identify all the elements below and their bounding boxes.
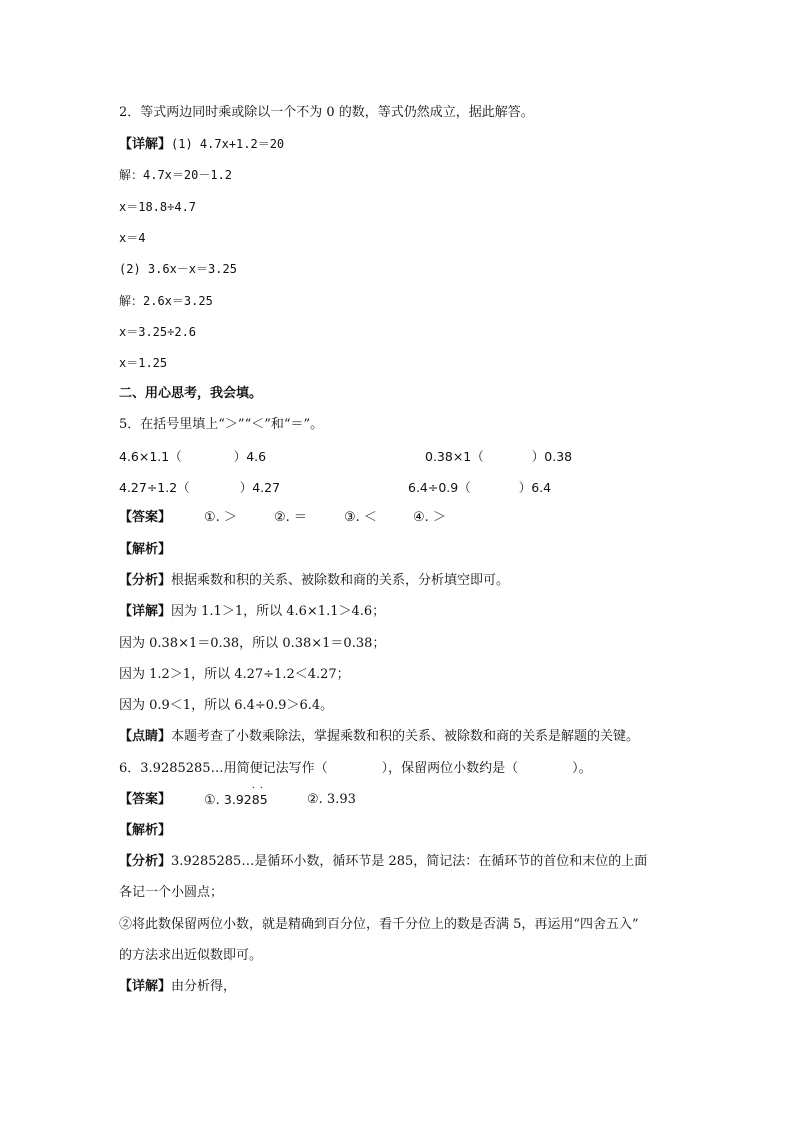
text-line: x＝1.25 (119, 356, 168, 370)
equation: (1) 4.7x+1.2＝20 (171, 137, 285, 151)
digit: 8 (251, 792, 260, 807)
blank-expression: ）4.27 (239, 480, 281, 495)
recurring-dot-icon: · (259, 783, 263, 794)
blank-expression: ）4.6 (233, 449, 267, 464)
key-point-tag: 【点睛】 (119, 729, 172, 744)
detail-tag: 【详解】 (119, 979, 172, 994)
text-line: (2) 3.6x－x＝3.25 (119, 262, 237, 276)
analysis-text: 根据乘数和积的关系、被除数和商的关系，分析填空即可。 (171, 573, 510, 588)
text-line: ②将此数保留两位小数，就是精确到百分位，看千分位上的数是否满 5，再运用“四舍五入” (119, 917, 639, 932)
question-text: ），保留两位小数约是（ (381, 761, 519, 776)
question-row (119, 479, 552, 497)
text-line: 因为 0.9＜1，所以 6.4÷0.9＞6.4。 (119, 698, 334, 713)
answer-label: ①. (204, 793, 224, 808)
answer-row (119, 509, 446, 527)
recurring-dot-icon: · (251, 783, 255, 794)
text-line: 解：2.6x＝3.25 (119, 294, 213, 308)
answer-2: ②. 3.93 (307, 792, 356, 807)
blank-expression: 6.4÷0.9（ (408, 480, 471, 495)
answer-1 (204, 783, 268, 810)
text-line: 因为 1.2＞1，所以 4.27÷1.2＜4.27； (119, 667, 350, 682)
text-line: 解：4.7x＝20－1.2 (119, 168, 233, 182)
analysis-heading: 【解析】 (119, 823, 172, 838)
blank-expression: 4.27÷1.2（ (119, 480, 190, 495)
detail-text: 由分析得， (171, 979, 237, 994)
question-text: 6．3.9285285…用简便记法写作（ (119, 761, 328, 776)
answer-4: ④. ＞ (413, 510, 446, 525)
text-line: 因为 0.38×1＝0.38，所以 0.38×1＝0.38； (119, 636, 386, 651)
blank-expression: 4.6×1.1（ (119, 449, 182, 464)
answer-3: ③. ＜ (344, 510, 377, 525)
text-line: x＝4 (119, 231, 146, 245)
question-title: 5．在括号里填上“＞”“＜”和“＝”。 (119, 417, 324, 432)
text-line: 各记一个小圆点； (119, 885, 224, 900)
text-line (119, 853, 647, 871)
recurring-digit (259, 783, 268, 809)
answer-tag: 【答案】 (119, 510, 172, 525)
blank-expression: ）0.38 (531, 449, 573, 464)
text-line (119, 978, 236, 996)
analysis-tag: 【分析】 (119, 854, 172, 869)
answer-row (119, 783, 356, 809)
text-line: x＝3.25÷2.6 (119, 325, 197, 339)
detail-text: 因为 1.1＞1，所以 4.6×1.1＞4.6； (171, 604, 386, 619)
text-line: 的方法求出近似数即可。 (119, 948, 263, 963)
question-row (119, 448, 573, 466)
text-line (119, 572, 509, 590)
analysis-text: 3.9285285…是循环小数，循环节是 285，简记法：在循环节的首位和末位的上面 (171, 854, 648, 869)
text-line (119, 135, 284, 154)
digit: 5 (259, 792, 268, 807)
text-line (119, 603, 385, 621)
analysis-tag: 【分析】 (119, 573, 172, 588)
analysis-heading: 【解析】 (119, 542, 172, 557)
question-title (119, 760, 592, 778)
text-line: 2．等式两边同时乘或除以一个不为 0 的数，等式仍然成立，据此解答。 (119, 105, 534, 120)
decimal-head: 3.92 (223, 792, 252, 807)
detail-tag: 【详解】 (119, 604, 172, 619)
section-heading: 二、用心思考，我会填。 (119, 386, 263, 401)
answer-1: ①. ＞ (204, 510, 237, 525)
blank-expression: 0.38×1（ (425, 449, 484, 464)
recurring-digit (251, 783, 260, 809)
recurring-decimal (223, 783, 268, 807)
text-line: x＝18.8÷4.7 (119, 200, 197, 214)
answer-tag: 【答案】 (119, 792, 172, 807)
detail-tag: 【详解】 (119, 137, 172, 152)
answer-2: ②. ＝ (274, 510, 307, 525)
blank-expression: ）6.4 (518, 480, 552, 495)
key-point-text: 本题考查了小数乘除法，掌握乘数和积的关系、被除数和商的关系是解题的关键。 (171, 729, 640, 744)
text-line (119, 728, 639, 746)
question-text: ）。 (572, 761, 592, 776)
